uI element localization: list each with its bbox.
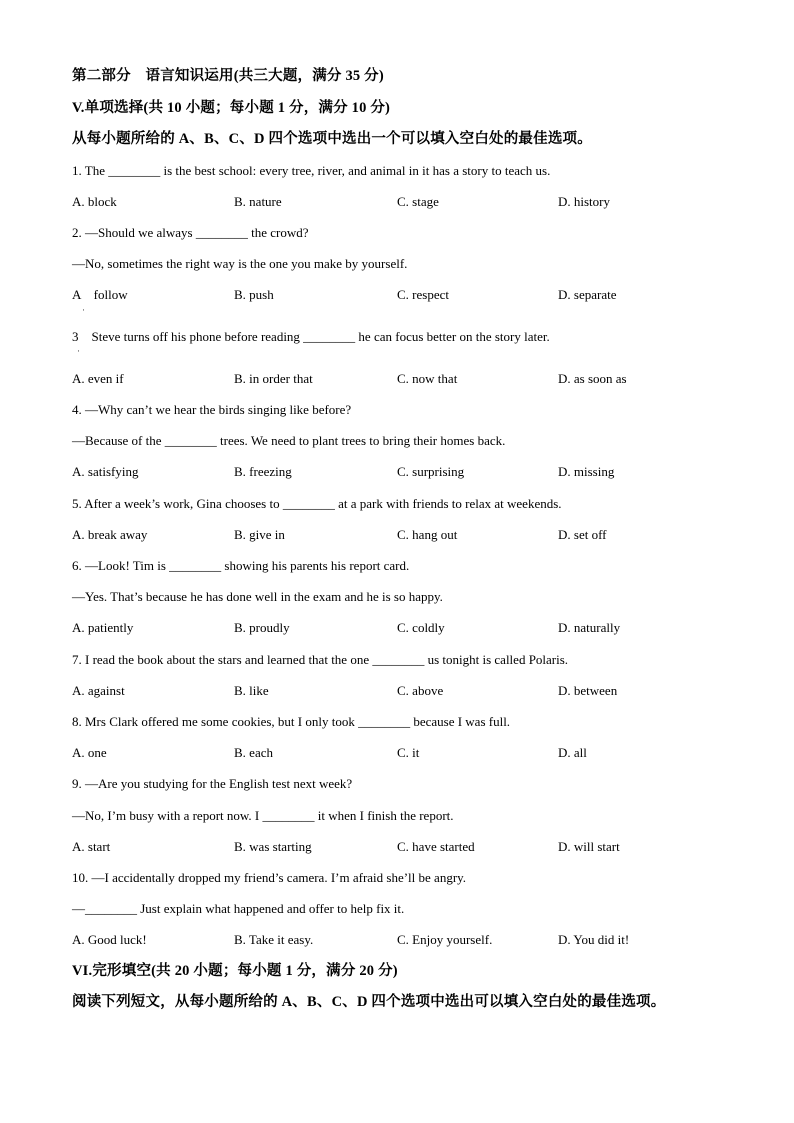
question-9-stem: 9. —Are you studying for the English test next week?: [72, 776, 353, 791]
question-6-option-d: D. naturally: [558, 620, 621, 635]
question-8-option-a: A. one: [72, 745, 107, 760]
question-9-option-b: B. was starting: [234, 839, 312, 854]
question-2-reply: —No, sometimes the right way is the one you make by yourself.: [72, 256, 408, 271]
question-8-stem: 8. Mrs Clark offered me some cookies, but I only took ________ because I was full.: [72, 714, 511, 729]
question-6-option-c: C. coldly: [397, 620, 445, 635]
question-8-option-d: D. all: [558, 745, 587, 760]
question-6-option-a: A. patiently: [72, 620, 134, 635]
question-4-option-d: D. missing: [558, 464, 615, 479]
question-3-option-c: C. now that: [397, 371, 458, 386]
question-1-option-a: A. block: [72, 194, 117, 209]
question-2-option-b: B. push: [234, 287, 274, 302]
question-8-option-b: B. each: [234, 745, 273, 760]
question-7-option-d: D. between: [558, 683, 618, 698]
question-10-stem: 10. —I accidentally dropped my friend’s camera. I’m afraid she’ll be angry.: [72, 870, 467, 885]
question-10-option-c: C. Enjoy yourself.: [397, 932, 493, 947]
question-8-option-c: C. it: [397, 745, 420, 760]
question-10-option-a: A. Good luck!: [72, 932, 147, 947]
question-5-option-b: B. give in: [234, 527, 285, 542]
question-6-stem: 6. —Look! Tim is ________ showing his parents his report card.: [72, 558, 410, 573]
question-2-option-a: A follow: [72, 287, 128, 302]
question-10-reply: —________ Just explain what happened and offer to help fix it.: [72, 901, 405, 916]
question-5-option-d: D. set off: [558, 527, 607, 542]
question-5-stem: 5. After a week’s work, Gina chooses to ________ at a park with friends to relax at weekends.: [72, 496, 562, 511]
question-2-option-c: C. respect: [397, 287, 449, 302]
question-3-option-a: A. even if: [72, 371, 124, 386]
question-2-option-d: D. separate: [558, 287, 617, 302]
question-4-option-c: C. surprising: [397, 464, 465, 479]
part-title: 第二部分 语言知识运用(共三大题，满分 35 分): [72, 68, 384, 84]
question-7-stem: 7. I read the book about the stars and learned that the one ________ us tonight is called Polaris.: [72, 652, 569, 667]
question-3-stem: 3 Steve turns off his phone before reading ________ he can focus better on the story later.: [72, 329, 550, 344]
question-1-stem: 1. The ________ is the best school: every tree, river, and animal in it has a story to teach us.: [72, 163, 551, 178]
question-4-reply: —Because of the ________ trees. We need to plant trees to bring their homes back.: [72, 433, 506, 448]
question-3-option-b: B. in order that: [234, 371, 313, 386]
question-7-option-a: A. against: [72, 683, 125, 698]
question-5-option-c: C. hang out: [397, 527, 458, 542]
question-7-option-c: C. above: [397, 683, 444, 698]
question-4-option-a: A. satisfying: [72, 464, 139, 479]
question-4-option-b: B. freezing: [234, 464, 292, 479]
question-9-option-d: D. will start: [558, 839, 620, 854]
question-10-option-d: D. You did it!: [558, 932, 630, 947]
section-5-title: V.单项选择(共 10 小题；每小题 1 分，满分 10 分): [72, 100, 391, 116]
section-6-title: VI.完形填空(共 20 小题；每小题 1 分，满分 20 分): [72, 963, 398, 979]
question-5-option-a: A. break away: [72, 527, 148, 542]
question-4-stem: 4. —Why can’t we hear the birds singing like before?: [72, 402, 352, 417]
question-9-reply: —No, I’m busy with a report now. I ________ it when I finish the report.: [72, 808, 454, 823]
question-9-option-c: C. have started: [397, 839, 475, 854]
question-2-stem: 2. —Should we always ________ the crowd?: [72, 225, 309, 240]
section-5-instruction: 从每小题所给的 A、B、C、D 四个选项中选出一个可以填入空白处的最佳选项。: [72, 131, 592, 147]
question-6-option-b: B. proudly: [234, 620, 290, 635]
question-1-option-c: C. stage: [397, 194, 439, 209]
stray-dot-mark: ·: [82, 305, 85, 315]
question-9-option-a: A. start: [72, 839, 111, 854]
section-6-instruction: 阅读下列短文，从每小题所给的 A、B、C、D 四个选项中选出可以填入空白处的最佳选项。: [72, 994, 666, 1010]
question-10-option-b: B. Take it easy.: [234, 932, 314, 947]
question-1-option-b: B. nature: [234, 194, 282, 209]
question-3-option-d: D. as soon as: [558, 371, 627, 386]
question-7-option-b: B. like: [234, 683, 269, 698]
question-1-option-d: D. history: [558, 194, 610, 209]
question-6-reply: —Yes. That’s because he has done well in the exam and he is so happy.: [72, 589, 443, 604]
stray-dot-mark: ·: [77, 346, 80, 356]
